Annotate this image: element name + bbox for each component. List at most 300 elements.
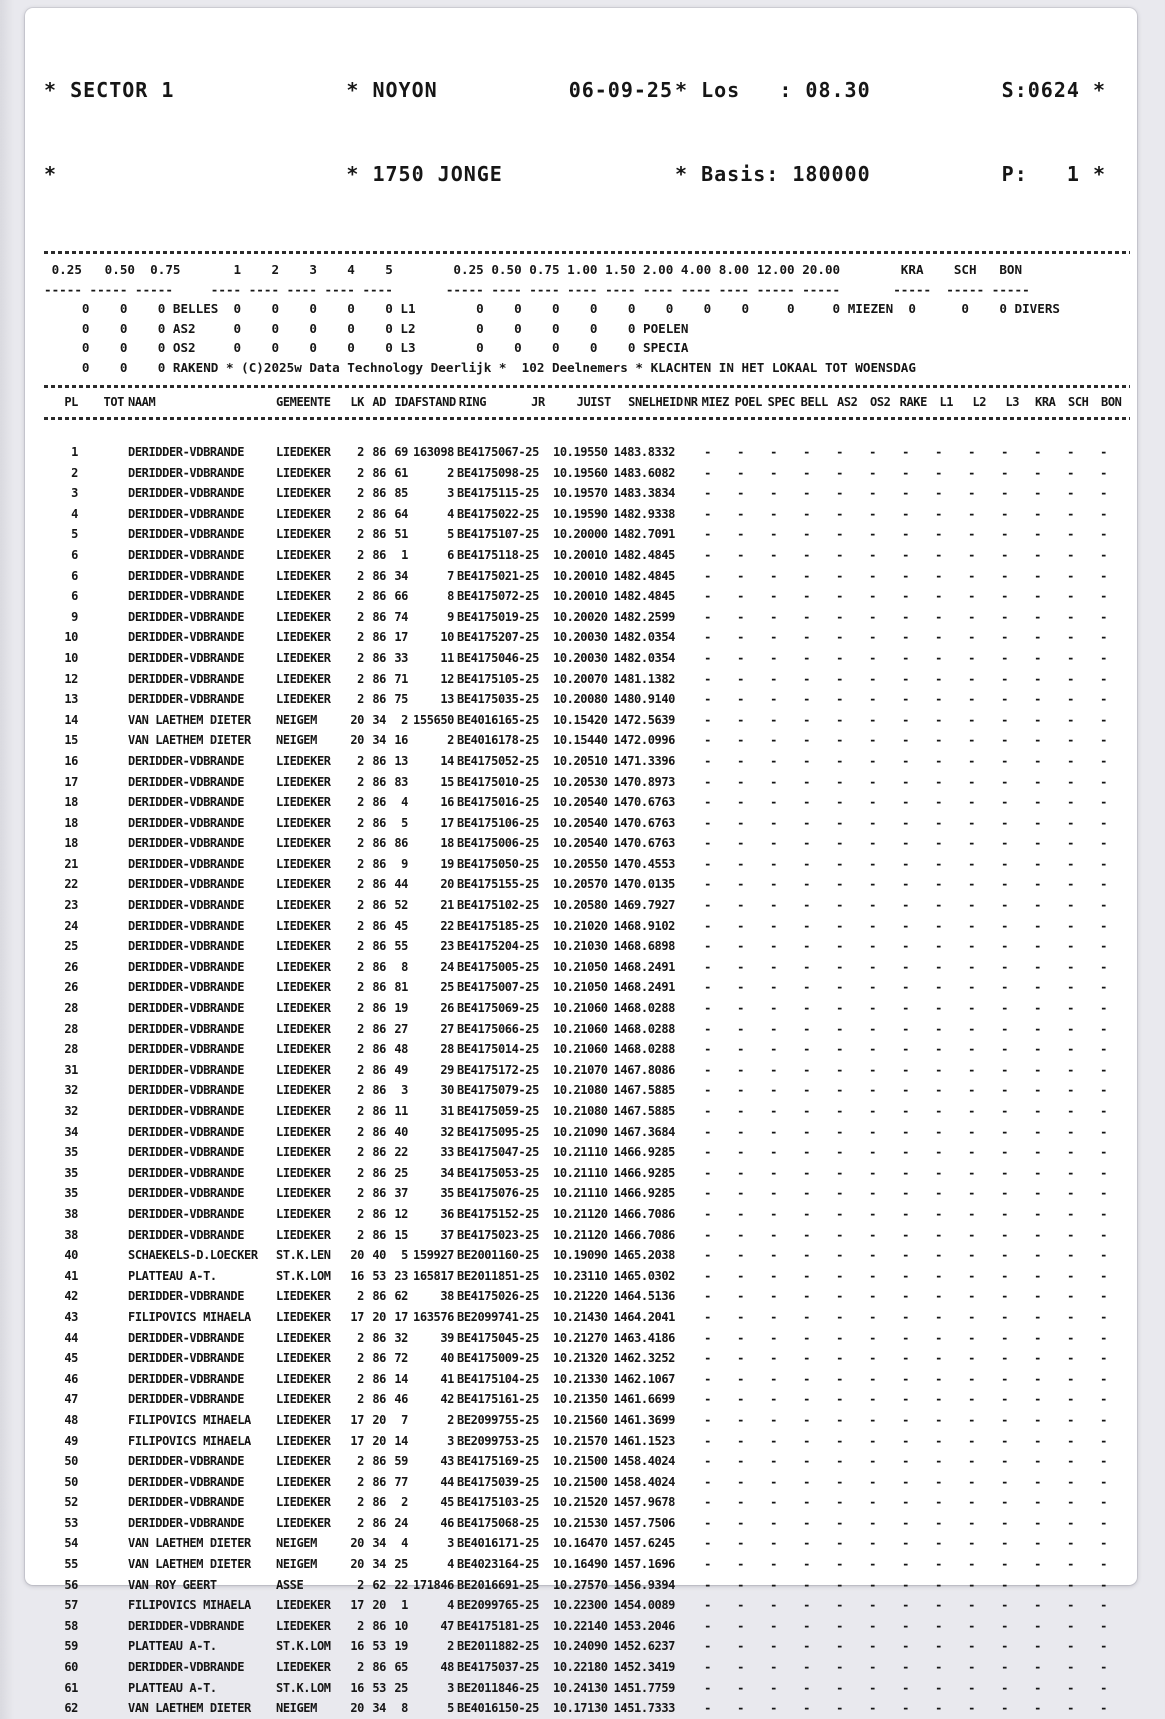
cell-os2: - <box>869 877 876 892</box>
cell-pl: 6 <box>71 568 78 583</box>
cell-poel: - <box>737 1309 744 1324</box>
cell-ring: BE4175050-25 <box>457 856 539 871</box>
cell-l3: - <box>1001 445 1008 459</box>
cell-bon: - <box>1100 1660 1107 1675</box>
cell-juist: 10.21270 <box>553 1330 608 1345</box>
cell-ad: 86 <box>372 445 386 459</box>
cell-rake: - <box>902 856 909 871</box>
cell-rake: - <box>902 836 909 851</box>
cell-miez: - <box>704 1330 711 1345</box>
cell-bon: - <box>1100 712 1107 727</box>
cell-snelheid: 1482.4845 <box>613 547 675 562</box>
cell-afstand: 28 <box>440 1042 454 1057</box>
cell-sch: - <box>1067 1206 1074 1221</box>
cell-ad: 86 <box>372 1001 386 1016</box>
cell-spec: - <box>770 753 777 768</box>
cell-bell: - <box>803 1660 810 1675</box>
cell-rake: - <box>902 1577 909 1592</box>
cell-nr <box>675 710 691 731</box>
cell-gemeente: LIEDEKER <box>276 630 331 645</box>
cell-nr <box>675 1554 691 1575</box>
cell-os2: - <box>869 815 876 830</box>
cell-sch: - <box>1067 1145 1074 1160</box>
cell-ad: 86 <box>372 1289 386 1304</box>
cell-nr <box>675 1698 691 1719</box>
cell-bon: - <box>1100 1536 1107 1551</box>
cell-tot <box>78 689 124 710</box>
cell-lk: 16 <box>350 1639 364 1654</box>
result-row <box>44 689 1120 710</box>
cell-l1: - <box>935 1577 942 1592</box>
cell-lk: 20 <box>350 733 364 748</box>
cell-afstand: 43 <box>440 1454 454 1469</box>
cell-tot <box>78 1019 124 1040</box>
result-row <box>44 607 1120 628</box>
cell-poel: - <box>737 939 744 954</box>
cell-lk: 2 <box>357 1351 364 1366</box>
cell-afstand: 155650 <box>413 712 454 727</box>
cell-afstand: 21 <box>440 898 454 913</box>
cell-tot <box>78 442 124 463</box>
cell-afstand: 38 <box>440 1289 454 1304</box>
result-row <box>44 895 1120 916</box>
cell-sch: - <box>1067 1454 1074 1469</box>
cell-miez: - <box>704 1412 711 1427</box>
result-row <box>44 545 1120 566</box>
cell-poel: - <box>737 1001 744 1016</box>
cell-miez: - <box>704 1639 711 1654</box>
cell-spec: - <box>770 506 777 521</box>
cell-ring: BE4175039-25 <box>457 1474 539 1489</box>
cell-poel: - <box>737 1227 744 1242</box>
cell-poel: - <box>737 568 744 583</box>
cell-l1: - <box>935 465 942 480</box>
cell-as2: - <box>836 1042 843 1057</box>
cell-juist: 10.27570 <box>553 1577 608 1592</box>
cell-gemeente: LIEDEKER <box>276 1454 331 1469</box>
cell-as2: - <box>836 1515 843 1530</box>
result-row <box>44 1348 1120 1369</box>
cell-os2: - <box>869 774 876 789</box>
cell-bell: - <box>803 1680 810 1695</box>
cell-id: 61 <box>394 465 408 480</box>
cell-id: 83 <box>394 774 408 789</box>
cell-bon: - <box>1100 1495 1107 1510</box>
cell-gemeente: LIEDEKER <box>276 486 331 501</box>
cell-l2: - <box>968 465 975 480</box>
cell-naam: DERIDDER-VDBRANDE <box>128 1186 245 1201</box>
cell-ring: BE4175059-25 <box>457 1104 539 1118</box>
cell-id: 8 <box>401 1701 408 1716</box>
cell-bell: - <box>803 1598 810 1613</box>
cell-rake: - <box>902 1289 909 1304</box>
result-row <box>44 1389 1120 1410</box>
cell-poel: - <box>737 1268 744 1283</box>
cell-lk: 2 <box>357 959 364 974</box>
cell-naam: DERIDDER-VDBRANDE <box>128 753 245 768</box>
cell-tot <box>78 854 124 875</box>
cell-lk: 2 <box>357 630 364 645</box>
cell-afstand: 11 <box>440 650 454 665</box>
cell-kra: - <box>1034 1330 1041 1345</box>
cell-naam: DERIDDER-VDBRANDE <box>128 1145 245 1160</box>
cell-ad: 86 <box>372 1206 386 1221</box>
cell-juist: 10.21110 <box>553 1186 608 1201</box>
cell-poel: - <box>737 486 744 501</box>
cell-pl: 54 <box>64 1536 78 1551</box>
cell-l1: - <box>935 1701 942 1716</box>
cell-gemeente: LIEDEKER <box>276 1021 331 1036</box>
cell-kra: - <box>1034 1104 1041 1118</box>
cell-spec: - <box>770 1660 777 1675</box>
cell-ring: BE4175181-25 <box>457 1618 539 1633</box>
cell-ad: 86 <box>372 856 386 871</box>
cell-l1: - <box>935 959 942 974</box>
cell-tot <box>78 916 124 937</box>
cell-naam: DERIDDER-VDBRANDE <box>128 609 245 624</box>
cell-rake: - <box>902 630 909 645</box>
cell-bon: - <box>1100 1021 1107 1036</box>
cell-kra: - <box>1034 1557 1041 1572</box>
cell-poel: - <box>737 1433 744 1448</box>
cell-poel: - <box>737 1454 744 1469</box>
cell-kra: - <box>1034 795 1041 810</box>
report-header <box>44 20 1137 244</box>
cell-bell: - <box>803 692 810 707</box>
cell-os2: - <box>869 795 876 810</box>
cell-sch: - <box>1067 671 1074 686</box>
cell-snelheid: 1461.1523 <box>613 1433 675 1448</box>
cell-naam: VAN LAETHEM DIETER <box>128 1536 251 1551</box>
cell-afstand: 16 <box>440 795 454 810</box>
cell-spec: - <box>770 898 777 913</box>
cell-as2: - <box>836 836 843 851</box>
cell-sch: - <box>1067 1680 1074 1695</box>
cell-juist: 10.21430 <box>553 1309 608 1324</box>
cell-id: 46 <box>394 1392 408 1407</box>
cell-l3: - <box>1001 1598 1008 1613</box>
stats-line: 0 0 0 AS2 0 0 0 0 0 L2 0 0 0 0 0 POELEN <box>44 320 689 336</box>
cell-afstand: 34 <box>440 1165 454 1180</box>
cell-l3: - <box>1001 815 1008 830</box>
cell-nr <box>675 1369 691 1390</box>
cell-kra: - <box>1034 671 1041 686</box>
cell-naam: DERIDDER-VDBRANDE <box>128 939 245 954</box>
cell-gemeente: LIEDEKER <box>276 1186 331 1201</box>
cell-rake: - <box>902 774 909 789</box>
cell-tot <box>78 1101 124 1122</box>
cell-poel: - <box>737 877 744 892</box>
cell-bell: - <box>803 815 810 830</box>
cell-snelheid: 1468.0288 <box>613 1001 675 1016</box>
cell-bon: - <box>1100 589 1107 604</box>
cell-id: 24 <box>394 1515 408 1530</box>
cell-ring: BE4175069-25 <box>457 1001 539 1016</box>
cell-spec: - <box>770 1021 777 1036</box>
cell-snelheid: 1469.7927 <box>613 898 675 913</box>
cell-spec: - <box>770 1392 777 1407</box>
cell-spec: - <box>770 918 777 933</box>
cell-bon: - <box>1100 486 1107 501</box>
cell-juist: 10.20540 <box>553 815 608 830</box>
cell-id: 66 <box>394 589 408 604</box>
cell-id: 25 <box>394 1680 408 1695</box>
cell-naam: FILIPOVICS MIHAELA <box>128 1598 251 1613</box>
cell-as2: - <box>836 1495 843 1510</box>
cell-gemeente: NEIGEM <box>276 733 317 748</box>
cell-naam: FILIPOVICS MIHAELA <box>128 1412 251 1427</box>
cell-snelheid: 1482.0354 <box>613 630 675 645</box>
cell-bell: - <box>803 1474 810 1489</box>
cell-afstand: 2 <box>447 1412 454 1427</box>
cell-l2: - <box>968 733 975 748</box>
cell-bon: - <box>1100 671 1107 686</box>
result-row <box>44 1080 1120 1101</box>
header-spacer <box>566 160 673 188</box>
cell-afstand: 171846 <box>413 1577 454 1592</box>
cell-tot <box>78 833 124 854</box>
cell-naam: DERIDDER-VDBRANDE <box>128 1515 245 1530</box>
cell-lk: 2 <box>357 1145 364 1160</box>
cell-bon: - <box>1100 1042 1107 1057</box>
cell-miez: - <box>704 486 711 501</box>
result-row <box>44 1369 1120 1390</box>
col-header-pl: PL <box>64 395 78 409</box>
cell-as2: - <box>836 1124 843 1139</box>
result-row <box>44 483 1120 504</box>
cell-ad: 86 <box>372 815 386 830</box>
cell-afstand: 42 <box>440 1392 454 1407</box>
cell-pl: 38 <box>64 1227 78 1242</box>
cell-poel: - <box>737 630 744 645</box>
cell-gemeente: ST.K.LOM <box>276 1680 331 1695</box>
cell-miez: - <box>704 589 711 604</box>
cell-snelheid: 1457.6245 <box>613 1536 675 1551</box>
cell-l1: - <box>935 506 942 521</box>
cell-pl: 55 <box>64 1557 78 1572</box>
cell-rake: - <box>902 712 909 727</box>
cell-l3: - <box>1001 1083 1008 1098</box>
cell-nr <box>675 463 691 484</box>
cell-kra: - <box>1034 1289 1041 1304</box>
cell-snelheid: 1466.9285 <box>613 1165 675 1180</box>
cell-rake: - <box>902 609 909 624</box>
cell-naam: DERIDDER-VDBRANDE <box>128 959 245 974</box>
cell-l2: - <box>968 506 975 521</box>
cell-l1: - <box>935 1165 942 1180</box>
cell-snelheid: 1467.5885 <box>613 1104 675 1118</box>
cell-bell: - <box>803 1701 810 1716</box>
cell-tot <box>78 1410 124 1431</box>
cell-juist: 10.21520 <box>553 1495 608 1510</box>
result-row <box>44 669 1120 690</box>
cell-spec: - <box>770 1165 777 1180</box>
cell-sch: - <box>1067 836 1074 851</box>
cell-os2: - <box>869 1268 876 1283</box>
cell-naam: DERIDDER-VDBRANDE <box>128 1062 245 1077</box>
cell-afstand: 2 <box>447 465 454 480</box>
cell-as2: - <box>836 1618 843 1633</box>
cell-miez: - <box>704 774 711 789</box>
cell-as2: - <box>836 527 843 542</box>
cell-l3: - <box>1001 980 1008 995</box>
cell-sch: - <box>1067 1392 1074 1407</box>
cell-tot <box>78 669 124 690</box>
cell-pl: 47 <box>64 1392 78 1407</box>
cell-id: 23 <box>394 1268 408 1283</box>
cell-l2: - <box>968 980 975 995</box>
cell-l3: - <box>1001 1454 1008 1469</box>
cell-poel: - <box>737 1680 744 1695</box>
col-header-ring-jr <box>456 390 553 414</box>
cell-ad: 86 <box>372 527 386 542</box>
cell-juist: 10.19570 <box>553 486 608 501</box>
cell-sch: - <box>1067 1433 1074 1448</box>
cell-bell: - <box>803 1206 810 1221</box>
cell-nr <box>675 1163 691 1184</box>
cell-ad: 86 <box>372 1145 386 1160</box>
cell-ring: BE2099765-25 <box>457 1598 539 1613</box>
cell-id: 2 <box>401 712 408 727</box>
cell-kra: - <box>1034 1021 1041 1036</box>
cell-juist: 10.21500 <box>553 1474 608 1489</box>
cell-tot <box>78 1616 124 1637</box>
cell-pl: 45 <box>64 1351 78 1366</box>
cell-ring: BE4175068-25 <box>457 1515 539 1530</box>
cell-afstand: 26 <box>440 1001 454 1016</box>
cell-l2: - <box>968 1598 975 1613</box>
cell-tot <box>78 874 124 895</box>
cell-gemeente: LIEDEKER <box>276 836 331 851</box>
cell-l1: - <box>935 1433 942 1448</box>
cell-rake: - <box>902 1536 909 1551</box>
cell-tot <box>78 1451 124 1472</box>
cell-l1: - <box>935 1206 942 1221</box>
cell-rake: - <box>902 1392 909 1407</box>
cell-afstand: 5 <box>447 1701 454 1716</box>
cell-rake: - <box>902 795 909 810</box>
cell-juist: 10.21110 <box>553 1145 608 1160</box>
cell-juist: 10.21220 <box>553 1289 608 1304</box>
cell-ring: BE2016691-25 <box>457 1577 539 1592</box>
cell-ad: 86 <box>372 877 386 892</box>
cell-gemeente: LIEDEKER <box>276 1598 331 1613</box>
cell-juist: 10.21070 <box>553 1062 608 1077</box>
cell-kra: - <box>1034 1371 1041 1386</box>
cell-nr <box>675 1204 691 1225</box>
cell-os2: - <box>869 836 876 851</box>
cell-spec: - <box>770 609 777 624</box>
cell-naam: DERIDDER-VDBRANDE <box>128 506 245 521</box>
cell-kra: - <box>1034 836 1041 851</box>
cell-nr <box>675 1245 691 1266</box>
cell-snelheid: 1452.6237 <box>613 1639 675 1654</box>
cell-pl: 22 <box>64 877 78 892</box>
cell-lk: 2 <box>357 527 364 542</box>
result-row <box>44 792 1120 813</box>
cell-rake: - <box>902 753 909 768</box>
cell-bell: - <box>803 486 810 501</box>
cell-ad: 86 <box>372 918 386 933</box>
cell-kra: - <box>1034 1351 1041 1366</box>
cell-bon: - <box>1100 1186 1107 1201</box>
cell-tot <box>78 1369 124 1390</box>
cell-l3: - <box>1001 1330 1008 1345</box>
cell-pl: 26 <box>64 980 78 995</box>
cell-sch: - <box>1067 527 1074 542</box>
cell-kra: - <box>1034 1165 1041 1180</box>
cell-os2: - <box>869 1680 876 1695</box>
cell-juist: 10.16490 <box>553 1557 608 1572</box>
cell-pl: 42 <box>64 1289 78 1304</box>
cell-afstand: 8 <box>447 589 454 604</box>
cell-l3: - <box>1001 1536 1008 1551</box>
cell-rake: - <box>902 1165 909 1180</box>
cell-juist: 10.17130 <box>553 1701 608 1716</box>
cell-rake: - <box>902 1021 909 1036</box>
cell-naam: DERIDDER-VDBRANDE <box>128 1618 245 1633</box>
cell-juist: 10.21020 <box>553 918 608 933</box>
cell-miez: - <box>704 1618 711 1633</box>
cell-l3: - <box>1001 1577 1008 1592</box>
cell-spec: - <box>770 1515 777 1530</box>
cell-as2: - <box>836 733 843 748</box>
cell-snelheid: 1483.6082 <box>613 465 675 480</box>
cell-as2: - <box>836 1309 843 1324</box>
cell-juist: 10.21060 <box>553 1021 608 1036</box>
cell-as2: - <box>836 671 843 686</box>
cell-tot <box>78 483 124 504</box>
cell-tot <box>78 1183 124 1204</box>
result-row <box>44 1019 1120 1040</box>
cell-lk: 16 <box>350 1680 364 1695</box>
cell-bon: - <box>1100 774 1107 789</box>
result-row <box>44 1039 1120 1060</box>
cell-tot <box>78 1431 124 1452</box>
cell-l1: - <box>935 753 942 768</box>
cell-poel: - <box>737 733 744 748</box>
cell-naam: DERIDDER-VDBRANDE <box>128 795 245 810</box>
cell-nr <box>675 751 691 772</box>
cell-bell: - <box>803 836 810 851</box>
cell-rake: - <box>902 1186 909 1201</box>
cell-l2: - <box>968 630 975 645</box>
cell-ring: BE2011846-25 <box>457 1680 539 1695</box>
cell-nr <box>675 1595 691 1616</box>
cell-nr <box>675 689 691 710</box>
cell-miez: - <box>704 1001 711 1016</box>
cell-as2: - <box>836 1660 843 1675</box>
cell-sch: - <box>1067 1618 1074 1633</box>
cell-ad: 86 <box>372 609 386 624</box>
cell-naam: DERIDDER-VDBRANDE <box>128 836 245 851</box>
result-row <box>44 1533 1120 1554</box>
cell-gemeente: LIEDEKER <box>276 589 331 604</box>
cell-pl: 48 <box>64 1412 78 1427</box>
cell-lk: 2 <box>357 836 364 851</box>
cell-id: 15 <box>394 1227 408 1242</box>
cell-miez: - <box>704 568 711 583</box>
cell-l3: - <box>1001 1557 1008 1572</box>
cell-bell: - <box>803 465 810 480</box>
cell-snelheid: 1472.0996 <box>613 733 675 748</box>
result-row <box>44 1698 1120 1719</box>
cell-l1: - <box>935 568 942 583</box>
cell-id: 62 <box>394 1289 408 1304</box>
cell-kra: - <box>1034 712 1041 727</box>
cell-ring: BE4175007-25 <box>457 980 539 995</box>
cell-l1: - <box>935 650 942 665</box>
